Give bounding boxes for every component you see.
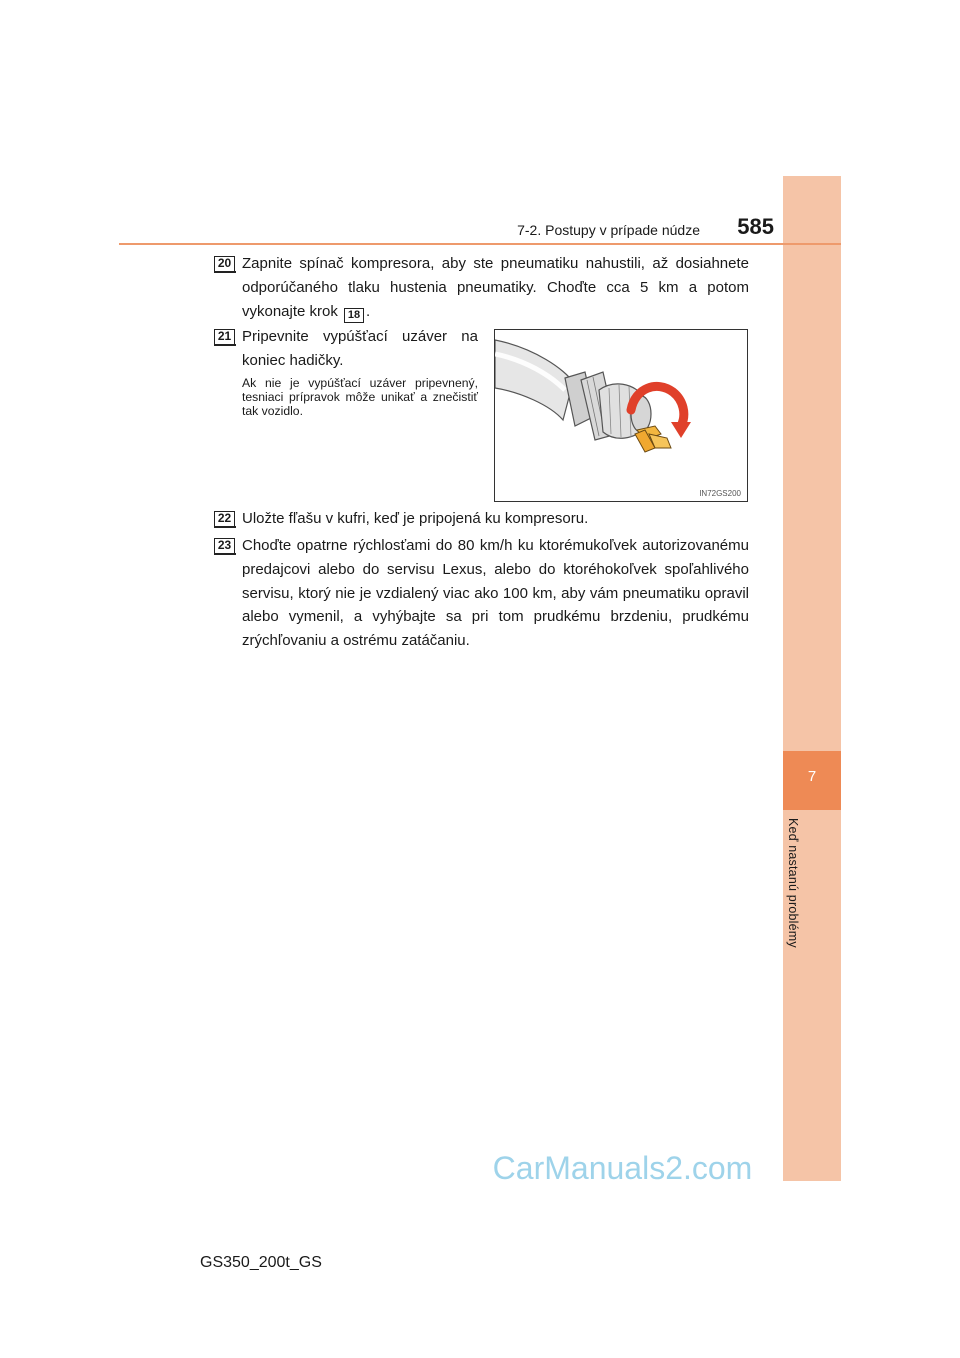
step-text: Uložte fľašu v kufri, keď je pripojená ku kompresoru. — [242, 510, 589, 527]
watermark: CarManuals2.com — [492, 1150, 753, 1186]
step-number-badge: 21 — [214, 329, 235, 345]
valve-cap-attach-icon — [495, 330, 748, 502]
step-text: Pripevnite vypúšťací uzáver na koniec hadičky. — [242, 328, 478, 369]
step-text-part: . — [366, 302, 371, 320]
step-number-badge: 23 — [214, 538, 235, 554]
step-text-part: Zapnite spínač kompresora, aby ste pneumatiku nahustili, až dosiahnete odporúčaného tlaku hustenia pneumatiky. Choďte cca 5 km a potom vykonajte krok — [242, 255, 749, 320]
step-note: Ak nie je vypúšťací uzáver pripevnený, tesniaci prípravok môže unikať a znečistiť tak vozidlo. — [242, 376, 478, 418]
chapter-title: Keď nastanú problémy — [786, 818, 800, 948]
footer-model-code: GS350_200t_GS — [200, 1254, 322, 1271]
chapter-number: 7 — [807, 768, 817, 785]
step-number-badge: 20 — [214, 256, 235, 272]
section-title: 7-2. Postupy v prípade núdze — [517, 222, 700, 238]
header-divider — [119, 243, 841, 245]
page-number: 585 — [737, 214, 774, 239]
step-number-badge: 22 — [214, 511, 235, 527]
step-text: Choďte opatrne rýchlosťami do 80 km/h ku ktorémukoľvek autorizovanému predajcovi alebo do servisu Lexus, alebo do ktoréhokoľvek spoľahlivého servisu, ktorý nie je vzdialený viac ako 100 km, aby vám pneumatiku opravil alebo vymenil, a vyhýbajte sa pri tom prudkému brzdeniu, prudkému zrýchľovaniu a ostrému zatáčaniu. — [242, 537, 749, 650]
step-text — [242, 252, 749, 323]
illustration-frame — [494, 329, 748, 502]
step-reference-badge: 18 — [344, 308, 364, 323]
side-tab-strip — [783, 176, 841, 1181]
illustration-code: IN72GS200 — [699, 489, 741, 498]
